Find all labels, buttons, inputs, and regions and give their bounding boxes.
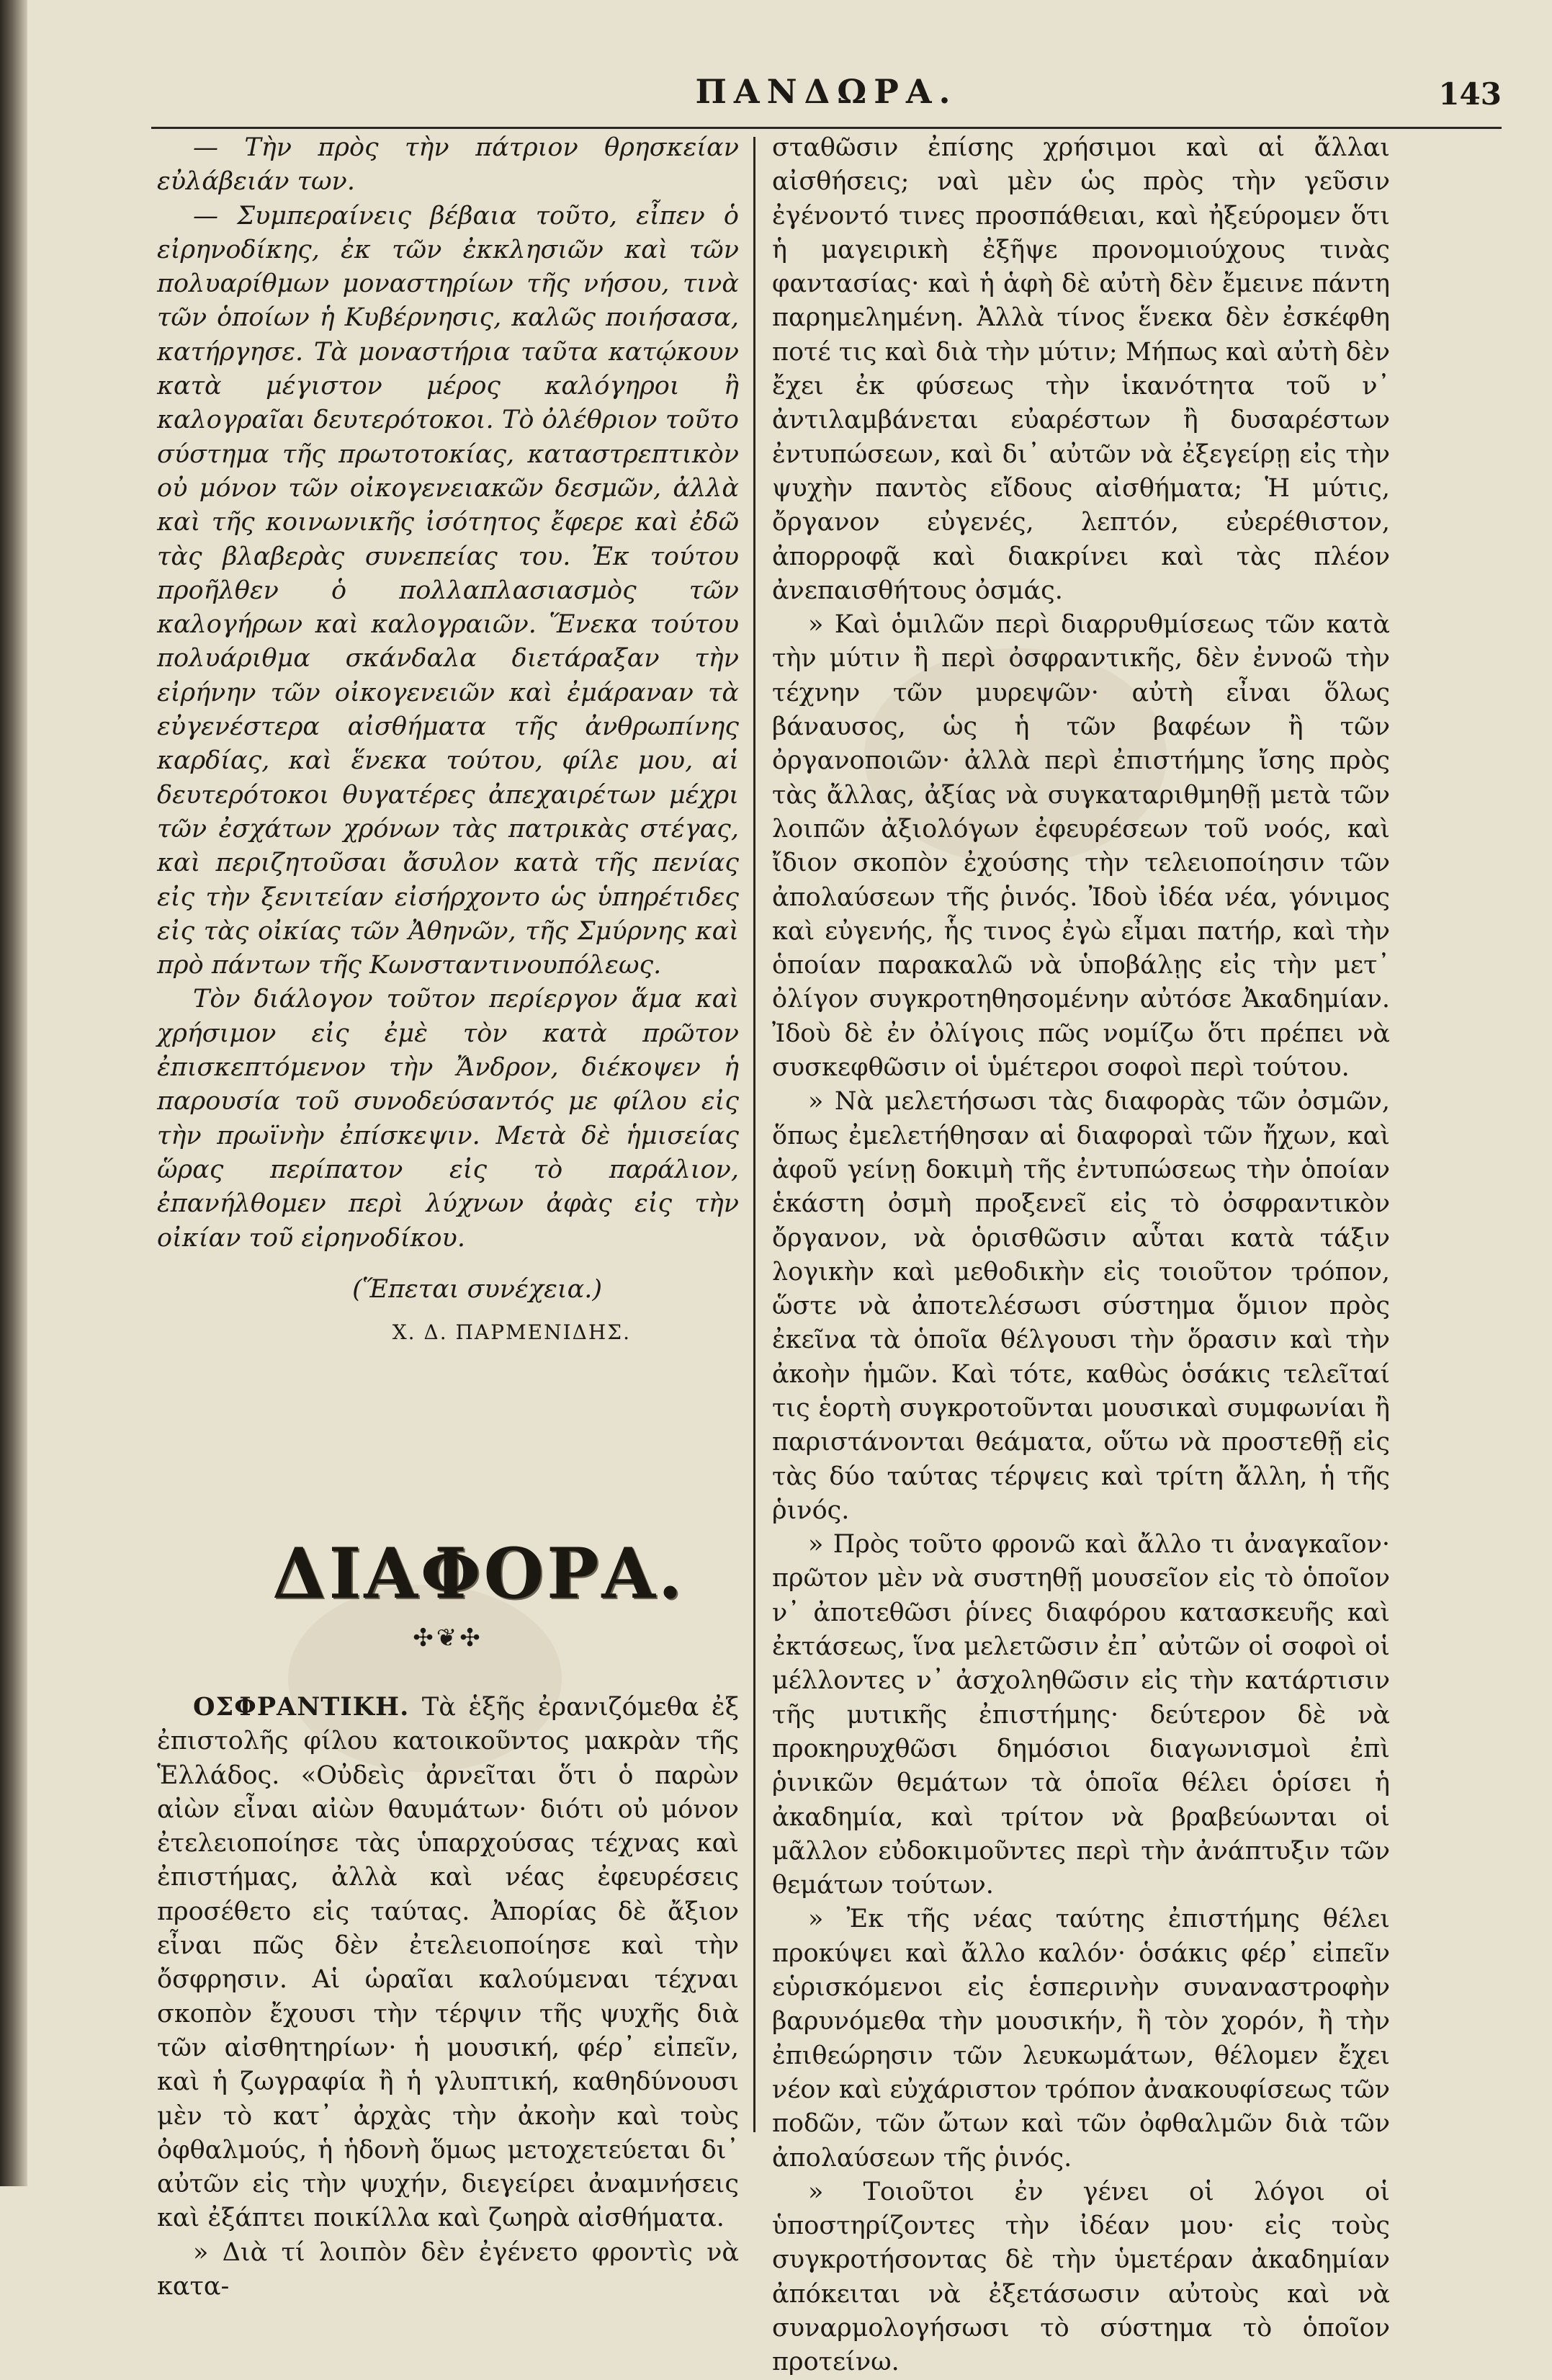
ornament-divider: ✣❦✣	[413, 1623, 483, 1652]
author-signature: Χ. Δ. ΠΑΡΜΕΝΙΔΗΣ.	[392, 1320, 631, 1345]
article-lead-word: ΟΣΦΡΑΝΤΙΚΗ.	[193, 1691, 410, 1722]
page-header	[151, 72, 1502, 122]
article-paragraph: » Πρὸς τοῦτο φρονῶ καὶ ἄλλο τι ἀναγκαῖον· πρῶτον μὲν νὰ συστηθῇ μουσεῖον εἰς τὸ ὁποῖον ν᾽ ἀποτεθῶσι ῥίνες διαφόρου κατασκευῆς καὶ ἐκτάσεως, ἵνα μελετῶσιν ἐπ᾽ αὐτῶν οἱ σοφοὶ οἱ μέλλοντες ν᾽ ἀσχοληθῶσιν εἰς τὴν κατάρτισιν τῆς μυτικῆς ἐπιστήμης· δεύτερον δὲ νὰ προκηρυχθῶσι δημόσιοι διαγωνισμοὶ ἐπὶ ῥινικῶν θεμάτων τὰ ὁποῖα θέλει ὁρίσει ἡ ἀκαδημία, καὶ τρίτον νὰ βραβεύωνται οἱ μᾶλλον εὐδοκιμοῦντες περὶ τὴν ἀνάπτυξιν τῶν θεμάτων τούτων.	[772, 1530, 1390, 1900]
section-title: ΔΙΑΦΟΡΑ.	[272, 1533, 686, 1615]
header-rule	[151, 127, 1502, 129]
article-paragraph: » Διὰ τί λοιπὸν δὲν ἐγένετο φροντὶς νὰ κατα-	[157, 2237, 739, 2301]
continued-note: (Ἕπεται συνέχεια.)	[352, 1274, 602, 1304]
article-paragraph	[157, 1690, 739, 2236]
left-column	[157, 131, 739, 2304]
article-paragraph: » Τοιοῦτοι ἐν γένει οἱ λόγοι οἱ ὑποστηρίζοντες τὴν ἰδέαν μου· εἰς τοὺς συγκροτήσοντας δὲ τὴν ὑμετέραν ἀκαδημίαν ἀπόκειται νὰ ἐξετάσωσιν αὐτοὺς καὶ νὰ συναρμολογήσωσι τὸ σύστημα τὸ ὁποῖον προτείνω.	[772, 2177, 1390, 2377]
dialogue-paragraph: — Τὴν πρὸς τὴν πάτριον θρησκείαν εὐλάβειάν των.	[157, 133, 739, 197]
page-number: 143	[1438, 76, 1502, 112]
running-title: ΠΑΝΔΩΡΑ.	[695, 72, 958, 111]
article-paragraph: » Νὰ μελετήσωσι τὰς διαφορὰς τῶν ὀσμῶν, ὅπως ἐμελετήθησαν αἱ διαφοραὶ τῶν ἤχων, καὶ ἀφοῦ γείνῃ δοκιμὴ τῆς ἐντυπώσεως τὴν ὁποίαν ἑκάστη ὀσμὴ προξενεῖ εἰς τὸ ὀσφραντικὸν ὄργανον, νὰ ὁρισθῶσιν αὗται κατὰ τάξιν λογικὴν καὶ μεθοδικὴν εἰς τοιοῦτον τρόπον, ὥστε νὰ ἀποτελέσωσι σύστημα ὅμιον πρὸς ἐκεῖνα τὰ ὁποῖα θέλγουσι τὴν ὅρασιν καὶ τὴν ἀκοὴν ἡμῶν. Καὶ τότε, καθὼς ὁσάκις τελεῖταί τις ἑορτὴ συγκροτοῦνται μουσικαὶ συμφωνίαι ἢ παριστάνονται θεάματα, οὕτω νὰ προστεθῇ εἰς τὰς δύο ταύτας τέρψεις καὶ τρίτη ἄλλη, ἡ τῆς ῥινός.	[772, 1087, 1390, 1525]
right-column	[772, 131, 1390, 2380]
dialogue-paragraph: Τὸν διάλογον τοῦτον περίεργον ἅμα καὶ χρήσιμον εἰς ἐμὲ τὸν κατὰ πρῶτον ἐπισκεπτόμενον τὴν Ἄνδρον, διέκοψεν ἡ παρουσία τοῦ συνοδεύσαντός με φίλου εἰς τὴν πρωϊνὴν ἐπίσκεψιν. Μετὰ δὲ ἡμισείας ὥρας περίπατον εἰς τὸ παράλιον, ἐπανήλθομεν περὶ λύχνων ἀφὰς εἰς τὴν οἰκίαν τοῦ εἰρηνοδίκου.	[157, 985, 739, 1253]
article-paragraph: » Ἐκ τῆς νέας ταύτης ἐπιστήμης θέλει προκύψει καὶ ἄλλο καλόν· ὁσάκις φέρ᾽ εἰπεῖν εὑρισκόμενοι εἰς ἑσπερινὴν συναναστροφὴν βαρυνόμεθα τὴν μουσικήν, ἢ τὸν χορόν, ἢ τὴν ἐπιθεώρησιν τῶν λευκωμάτων, θέλομεν ἔχει νέον καὶ εὐχάριστον τρόπον ἀνακουφίσεως τῶν ποδῶν, τῶν ὤτων καὶ τῶν ὀφθαλμῶν διὰ τῶν ἀπολαύσεων τῆς ῥινός.	[772, 1905, 1390, 2173]
article-text: Τὰ ἑξῆς ἐρανιζόμεθα ἐξ ἐπιστολῆς φίλου κατοικοῦντος μακρὰν τῆς Ἑλλάδος. «Οὐδεὶς ἀρνεῖται ὅτι ὁ παρὼν αἰὼν εἶναι αἰὼν θαυμάτων· διότι οὐ μόνον ἐτελειοποίησε τὰς ὑπαρχούσας τέχνας καὶ ἐπιστήμας, ἀλλὰ καὶ νέας ἐφευρέσεις προσέθετο εἰς ταύτας. Ἀπορίας δὲ ἄξιον εἶναι πῶς δὲν ἐτελειοποίησε καὶ τὴν ὄσφρησιν. Αἱ ὡραῖαι καλούμεναι τέχναι σκοπὸν ἔχουσι τὴν τέρψιν τῆς ψυχῆς διὰ τῶν αἰσθητηρίων· ἡ μουσική, φέρ᾽ εἰπεῖν, καὶ ἡ ζωγραφία ἢ ἡ γλυπτική, καθηδύνουσι μὲν τὸ κατ᾽ ἀρχὰς τὴν ἀκοὴν καὶ τοὺς ὀφθαλμούς, ἡ ἡδονὴ ὅμως μετοχετεύεται δι᾽ αὐτῶν εἰς τὴν ψυχήν, διεγείρει ἀναμνήσεις καὶ ἐξάπτει ποικίλλα καὶ ζωηρὰ αἰσθήματα.	[157, 1692, 739, 2233]
article-paragraph: » Καὶ ὁμιλῶν περὶ διαρρυθμίσεως τῶν κατὰ τὴν μύτιν ἢ περὶ ὀσφραντικῆς, δὲν ἐννοῶ τὴν τέχνην τῶν μυρεψῶν· αὐτὴ εἶναι ὅλως βάναυσος, ὡς ἡ τῶν βαφέων ἢ τῶν ὀργανοποιῶν· ἀλλὰ περὶ ἐπιστήμης ἴσης πρὸς τὰς ἄλλας, ἀξίας νὰ συγκαταριθμηθῇ μετὰ τῶν λοιπῶν ἀξιολόγων ἐφευρέσεων τοῦ νοός, καὶ ἴδιον σκοπὸν ἐχούσης τὴν τελειοποίησιν τῶν ἀπολαύσεων τῆς ῥινός. Ἰδοὺ ἰδέα νέα, γόνιμος καὶ εὐγενής, ἧς τινος ἐγὼ εἶμαι πατήρ, καὶ τὴν ὁποίαν παρακαλῶ νὰ ὑποβάλῃς εἰς τὴν μετ᾽ ὀλίγον συγκροτηθησομένην αὐτόσε Ἀκαδημίαν. Ἰδοὺ δὲ ἐν ὀλίγοις πῶς νομίζω ὅτι πρέπει νὰ συσκεφθῶσιν οἱ ὑμέτεροι σοφοὶ περὶ τούτου.	[772, 610, 1390, 1083]
page-binding-shadow	[0, 0, 27, 2186]
column-divider	[753, 137, 755, 2132]
dialogue-paragraph: — Συμπεραίνεις βέβαια τοῦτο, εἶπεν ὁ εἰρηνοδίκης, ἐκ τῶν ἐκκλησιῶν καὶ τῶν πολυαρίθμων μοναστηρίων τῆς νήσου, τινὰ τῶν ὁποίων ἡ Κυβέρνησις, καλῶς ποιήσασα, κατήργησε. Τὰ μοναστήρια ταῦτα κατῴκουν κατὰ μέγιστον μέρος καλόγηροι ἢ καλογραῖαι δευτερότοκοι. Τὸ ὀλέθριον τοῦτο σύστημα τῆς πρωτοτοκίας, καταστρεπτικὸν οὐ μόνον τῶν οἰκογενειακῶν δεσμῶν, ἀλλὰ καὶ τῆς κοινωνικῆς ἰσότητος ἔφερε καὶ ἐδῶ τὰς βλαβερὰς συνεπείας του. Ἐκ τούτου προῆλθεν ὁ πολλαπλασιασμὸς τῶν καλογήρων καὶ καλογραιῶν. Ἕνεκα τούτου πολυάριθμα σκάνδαλα διετάραξαν τὴν εἰρήνην τῶν οἰκογενειῶν καὶ ἐμάραναν τὰ εὐγενέστερα αἰσθήματα τῆς ἀνθρωπίνης καρδίας, καὶ ἕνεκα τούτου, φίλε μου, αἱ δευτερότοκοι θυγατέρες ἀπεχαιρέτων μέχρι τῶν ἐσχάτων χρόνων τὰς πατρικὰς στέγας, καὶ περιζητοῦσαι ἄσυλον κατὰ τῆς πενίας εἰς τὴν ξενιτείαν εἰσήρχοντο ὡς ὑπηρέτιδες εἰς τὰς οἰκίας τῶν Ἀθηνῶν, τῆς Σμύρνης καὶ πρὸ πάντων τῆς Κωνσταντινουπόλεως.	[157, 201, 739, 980]
article-paragraph: σταθῶσιν ἐπίσης χρήσιμοι καὶ αἱ ἄλλαι αἰσθήσεις; ναὶ μὲν ὡς πρὸς τὴν γεῦσιν ἐγένοντό τινες προσπάθειαι, καὶ ἠξεύρομεν ὅτι ἡ μαγειρικὴ ἐξῆψε προνομιούχους τινὰς φαντασίας· καὶ ἡ ἁφὴ δὲ αὐτὴ δὲν ἔμεινε πάντη παρημελημένη. Ἀλλὰ τίνος ἕνεκα δὲν ἐσκέφθη ποτέ τις καὶ διὰ τὴν μύτιν; Μήπως καὶ αὐτὴ δὲν ἔχει ἐκ φύσεως τὴν ἱκανότητα τοῦ ν᾽ ἀντιλαμβάνεται εὐαρέστων ἢ δυσαρέστων ἐντυπώσεων, καὶ δι᾽ αὐτῶν νὰ ἐξεγείρῃ εἰς τὴν ψυχὴν παντὸς εἴδους αἰσθήματα; Ἡ μύτις, ὄργανον εὐγενές, λεπτόν, εὐερέθιστον, ἀπορροφᾷ καὶ διακρίνει καὶ τὰς πλέον ἀνεπαισθήτους ὀσμάς.	[772, 133, 1390, 605]
